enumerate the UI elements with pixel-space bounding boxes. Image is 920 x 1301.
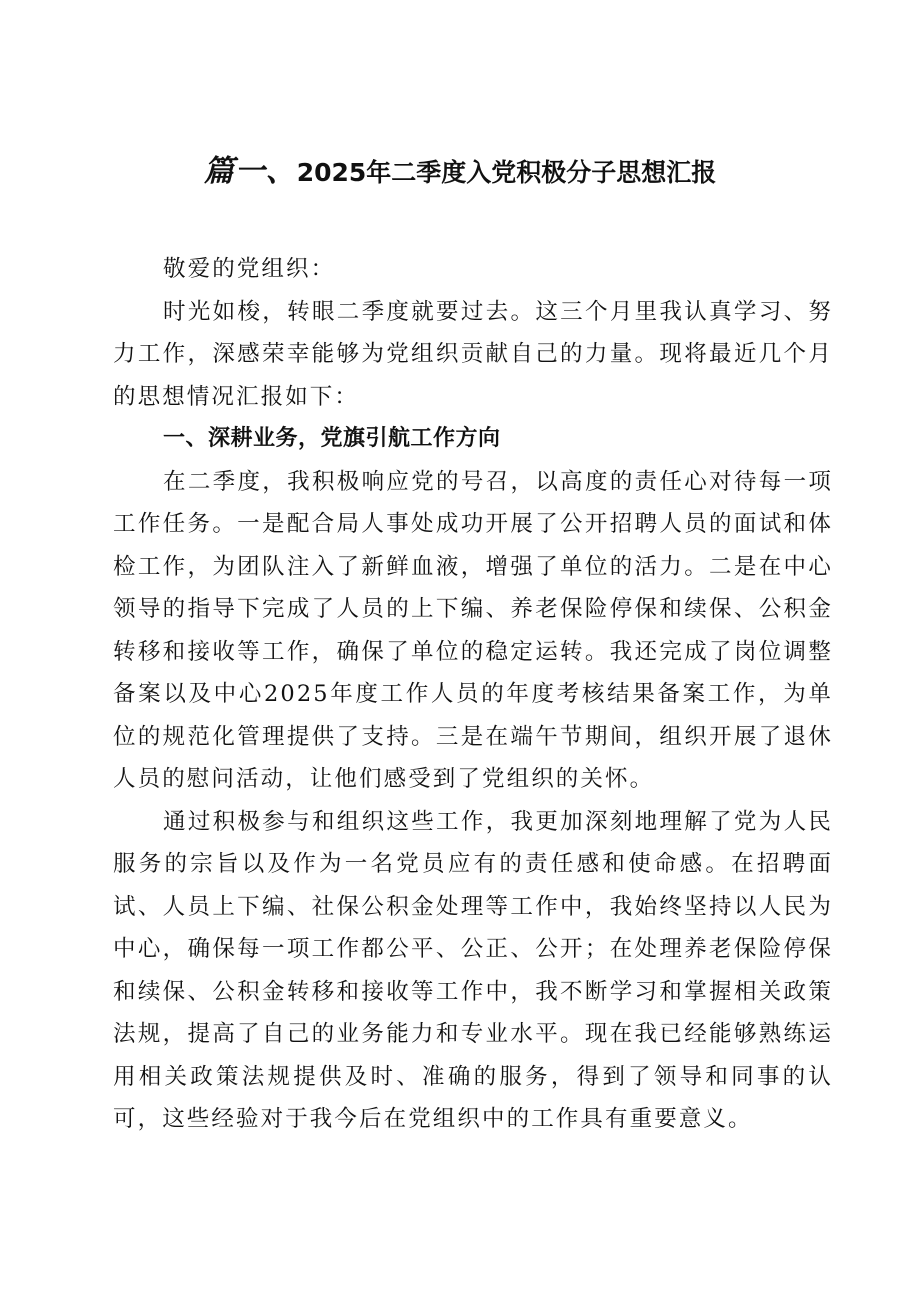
paragraph-work: 在二季度，我积极响应党的号召，以高度的责任心对待每一项工作任务。一是配合局人事处成功开展了公开招聘人员的面试和体检工作，为团队注入了新鲜血液，增强了单位的活力。二是在中心领导的指导下完成了人员的上下编、养老保险停保和续保、公积金转移和接收等工作，确保了单位的稳定运转。我还完成了岗位调整备案以及中心2025年度工作人员的年度考核结果备案工作，为单位的规范化管理提供了支持。三是在端午节期间，组织开展了退休人员的慰问活动，让他们感受到了党组织的关怀。 [113,468,833,792]
document-title [0,152,920,193]
title-prefix: 篇一、 [203,154,297,189]
paragraph-reflection: 通过积极参与和组织这些工作，我更加深刻地理解了党为人民服务的宗旨以及作为一名党员应有的责任感和使命感。在招聘面试、人员上下编、社保公积金处理等工作中，我始终坚持以人民为中心，确保每一项工作都公平、公正、公开；在处理养老保险停保和续保、公积金转移和接收等工作中，我不断学习和掌握相关政策法规，提高了自己的业务能力和专业水平。现在我已经能够熟练运用相关政策法规提供及时、准确的服务，得到了领导和同事的认可，这些经验对于我今后在党组织中的工作具有重要意义。 [113,808,833,1132]
paragraph-intro: 时光如梭，转眼二季度就要过去。这三个月里我认真学习、努力工作，深感荣幸能够为党组织贡献自己的力量。现将最近几个月的思想情况汇报如下： [113,298,833,410]
title-main: 2025年二季度入党积极分子思想汇报 [296,158,717,187]
section-heading: 一、深耕业务，党旗引航工作方向 [163,426,501,451]
document-body [113,248,833,1141]
salutation: 敬爱的党组织： [163,256,336,282]
